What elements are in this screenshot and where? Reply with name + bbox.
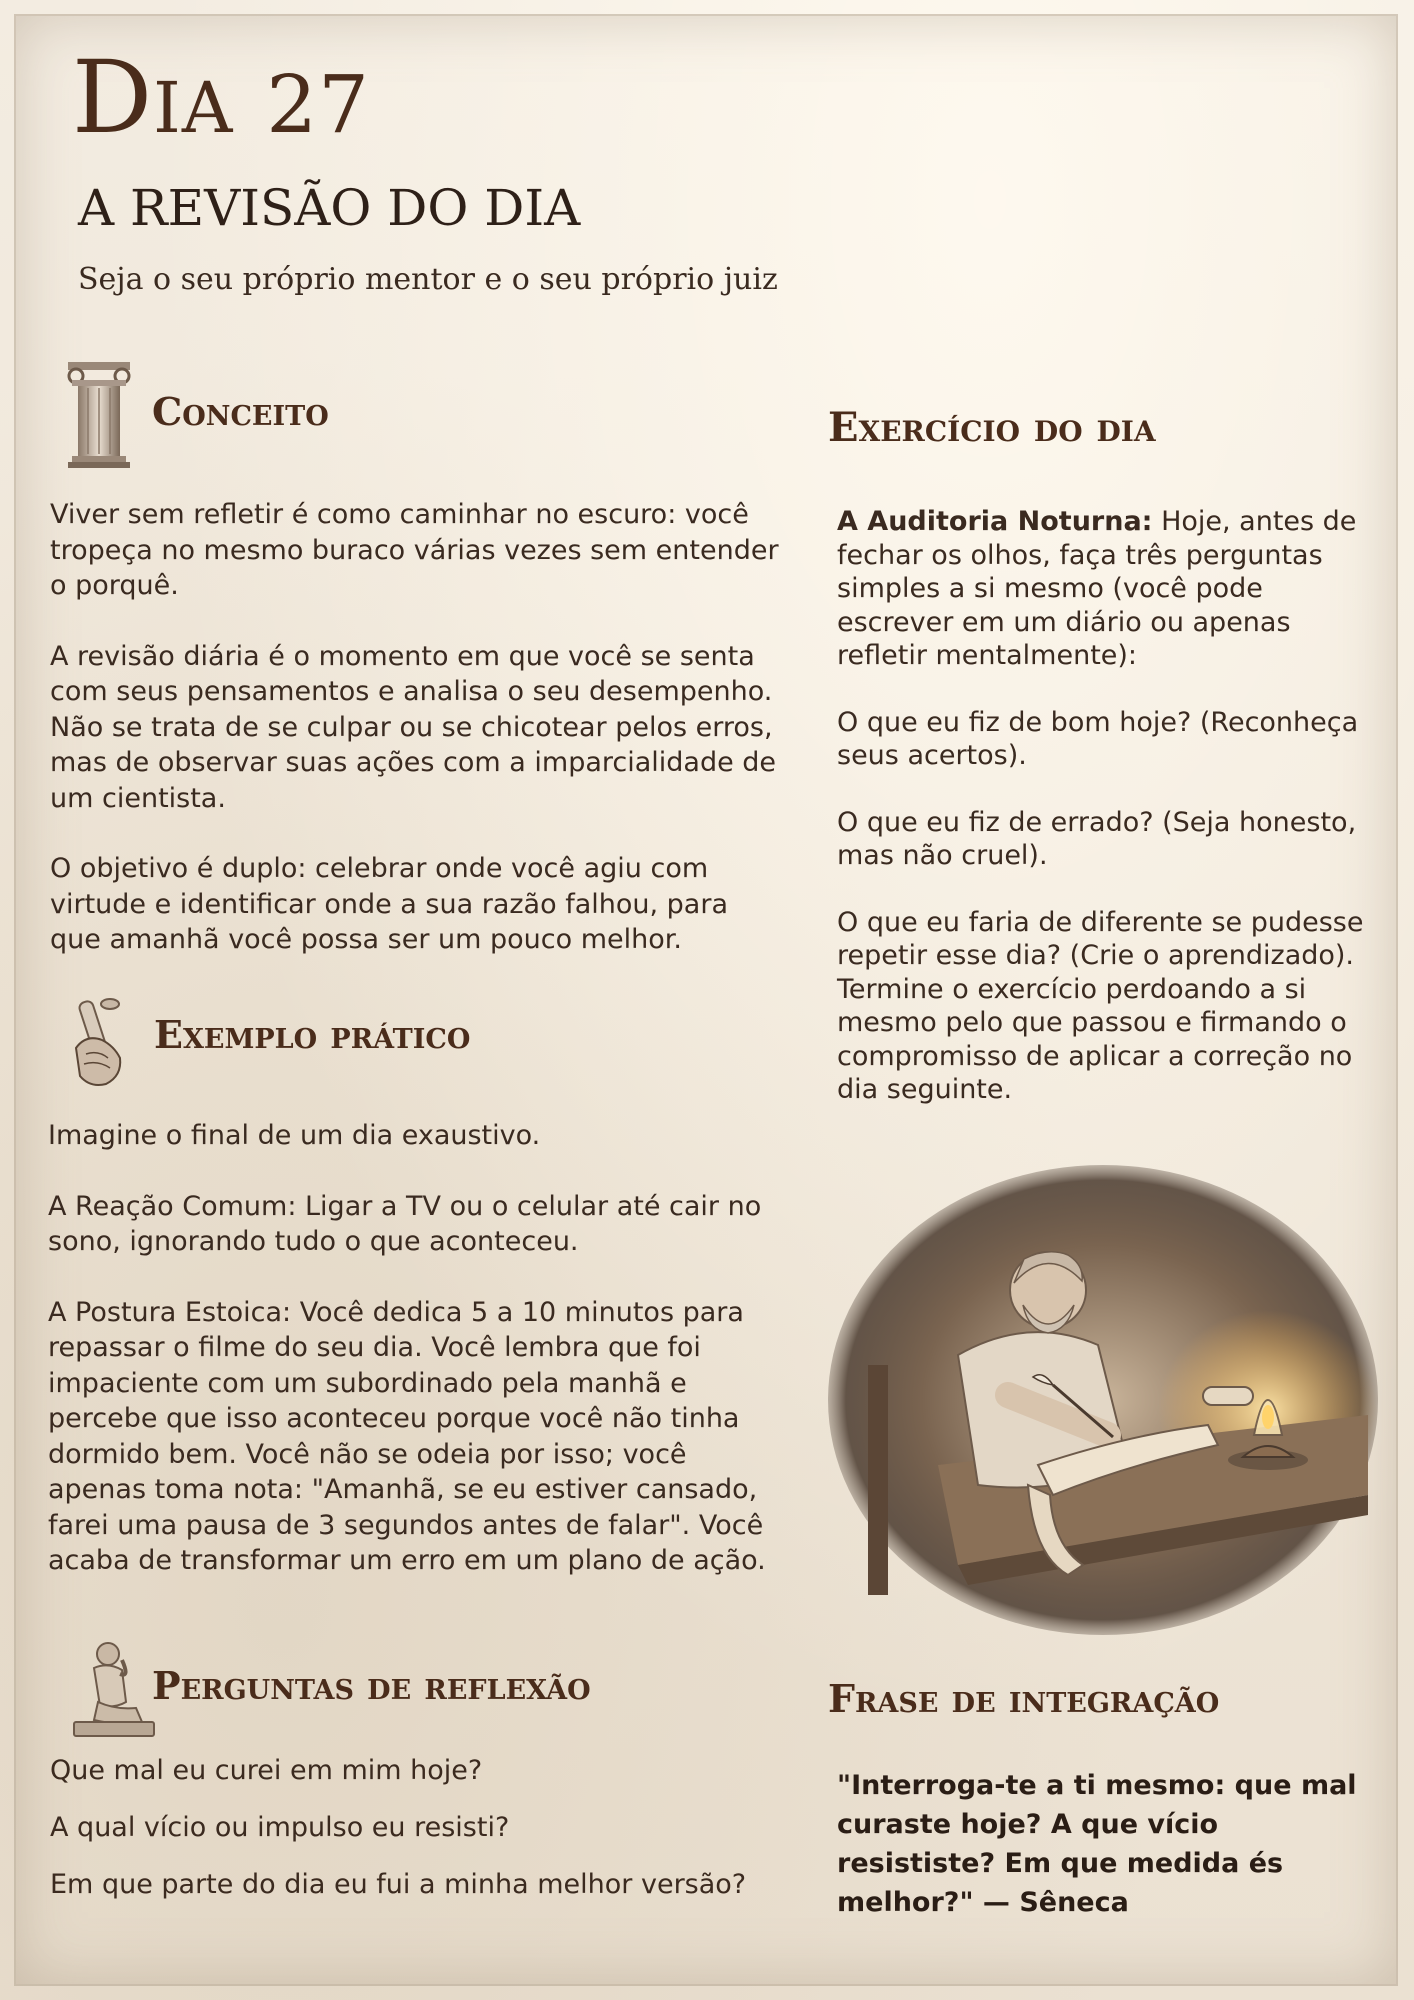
concept-heading: Conceito	[152, 389, 329, 434]
concept-paragraph: Viver sem refletir é como caminhar no escuro: você tropeça no mesmo buraco várias vezes sem entender o porquê.	[50, 499, 779, 601]
day-number: 27	[266, 58, 370, 151]
example-paragraph: Imagine o final de um dia exaustivo.	[48, 1120, 541, 1151]
questions-heading: Perguntas de reflexão	[152, 1663, 591, 1708]
exercise-item: O que eu fiz de errado? (Seja honesto, mas não cruel).	[837, 806, 1357, 871]
day-title	[72, 39, 370, 156]
exercise-lead-rest: Hoje, antes de fechar os olhos, faça três perguntas simples a si mesmo (você pode escrever em um diário ou apenas refletir mentalmente):	[837, 506, 1357, 671]
thinker-icon	[64, 1638, 160, 1742]
exercise-lead-bold: A Auditoria Noturna:	[837, 506, 1153, 537]
page-title: A REVISÃO DO DIA	[78, 179, 581, 237]
exercise-heading: Exercício do dia	[828, 404, 1156, 451]
example-body	[48, 1118, 788, 1614]
day-label: Dia	[72, 39, 234, 156]
example-paragraph: A Postura Estoica: Você dedica 5 a 10 minutos para repassar o filme do seu dia. Você lembra que foi impaciente com um subordinado pela manhã e percebe que isso aconteceu porque você não tinha dormido bem. Você não se odeia por isso; você apenas toma nota: "Amanhã, se eu estiver cansado, farei uma pausa de 3 segundos antes de falar". Você acaba de transformar um erro em um plano de ação.	[48, 1296, 766, 1576]
philosopher-writing-illustration	[828, 1165, 1378, 1635]
concept-paragraph: A revisão diária é o momento em que você se senta com seus pensamentos e analisa o seu desempenho. Não se trata de se culpar ou se chicotear pelos erros, mas de observar suas ações com a imparcialidade de um cientista.	[50, 640, 777, 814]
question-item: A qual vício ou impulso eu resisti?	[50, 1812, 510, 1843]
exercise-body	[837, 505, 1377, 1140]
example-paragraph: A Reação Comum: Ligar a TV ou o celular até cair no sono, ignorando tudo o que aconteceu.	[48, 1190, 762, 1257]
exercise-item: O que eu faria de diferente se pudesse repetir esse dia? (Crie o aprendizado). Termine o exercício perdoando a si mesmo pelo que passou e firmando o compromisso de aplicar a correção no dia seguinte.	[837, 906, 1364, 1105]
scroll-hand-icon	[62, 996, 134, 1092]
example-heading: Exemplo prático	[154, 1012, 471, 1057]
integration-quote: "Interroga-te a ti mesmo: que mal curaste hoje? A que vício resististe? Em que medida és melhor?" — Sêneca	[837, 1770, 1357, 1918]
exercise-item: O que eu fiz de bom hoje? (Reconheça seus acertos).	[837, 706, 1359, 771]
concept-body	[50, 497, 780, 993]
questions-list	[50, 1757, 750, 1928]
exercise-lead	[837, 505, 1377, 673]
page-subtitle: Seja o seu próprio mentor e o seu próprio juiz	[78, 262, 778, 297]
question-item: Que mal eu curei em mim hoje?	[50, 1755, 483, 1786]
question-item: Em que parte do dia eu fui a minha melhor versão?	[50, 1869, 747, 1900]
column-icon	[66, 360, 132, 468]
concept-paragraph: O objetivo é duplo: celebrar onde você agiu com virtude e identificar onde a sua razão falhou, para que amanhã você possa ser um pouco melhor.	[50, 853, 728, 955]
integration-heading: Frase de integração	[828, 1676, 1220, 1721]
